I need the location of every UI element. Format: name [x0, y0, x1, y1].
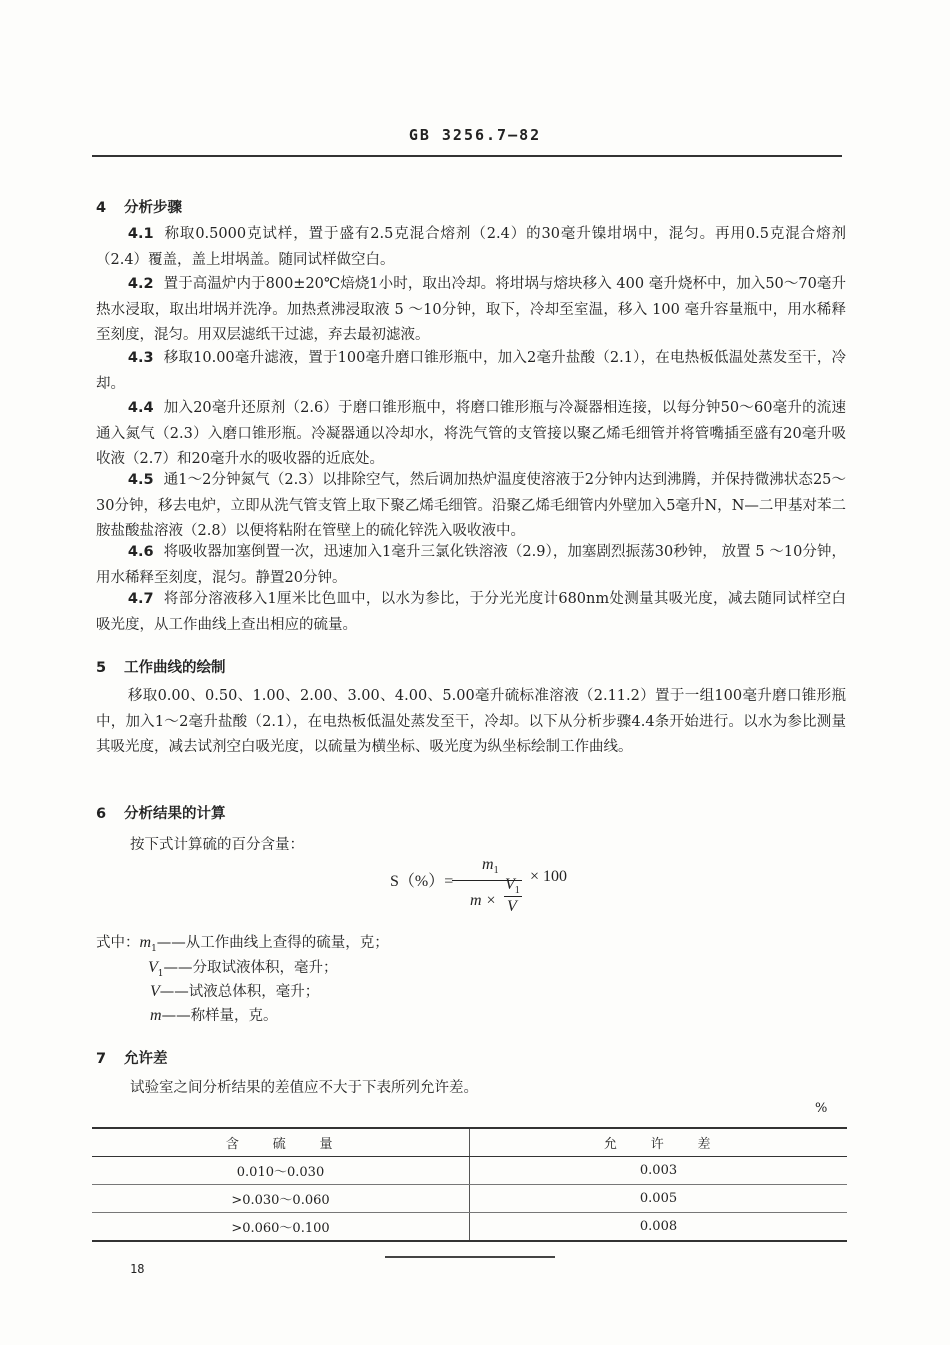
formula-denominator-v: V: [507, 898, 517, 915]
def-symbol-sub: 1: [151, 943, 157, 954]
allowance-cell: 0.008: [470, 1213, 848, 1242]
step-number: 4.1: [127, 226, 154, 242]
formula-inner-bar: [504, 896, 522, 897]
def-text: ——试液总体积，毫升；: [159, 984, 320, 1000]
step-4-2: [96, 272, 846, 349]
table-unit: %: [815, 1101, 828, 1116]
section-number: 4: [96, 200, 107, 216]
allowance-cell: 0.003: [470, 1157, 848, 1185]
def-text: ——分取试液体积，毫升；: [163, 960, 338, 976]
table-header-row: [92, 1128, 847, 1157]
formula-numerator: m: [482, 856, 494, 873]
step-text: 将部分溶液移入1厘米比色皿中，以水为参比，于分光光度计680nm处测量其吸光度，减去随同试样空白吸光度，从工作曲线上查出相应的硫量。: [96, 591, 846, 633]
step-text: 移取10.00毫升滤液，置于100毫升磨口锥形瓶中，加入2毫升盐酸（2.1），在电热板低温处蒸发至干，冷却。: [96, 350, 846, 392]
step-number: 4.7: [127, 591, 154, 607]
step-4-4: [96, 396, 846, 473]
section-6-title: [96, 802, 226, 823]
step-number: 4.3: [127, 350, 154, 366]
step-number: 4.5: [127, 472, 154, 488]
formula-numerator-sub: 1: [493, 865, 499, 877]
step-text: 置于高温炉内于800±20℃焙烧1小时，取出冷却。将坩埚与熔块移入 400 毫升烧杯中，加入50～70毫升热水浸取，取出坩埚并洗净。加热煮沸浸取液 5 ～10分钟，取下，冷却至室温，移入 100 毫升容量瓶中，用水稀释至刻度，混匀。用双层滤纸干过滤，弃去最初滤液。: [96, 276, 846, 343]
header-sulfur-content: 含 硫 量: [92, 1128, 470, 1157]
section-title-text: 工作曲线的绘制: [124, 660, 226, 676]
section-number: 6: [96, 806, 107, 822]
def-symbol-sub: 1: [157, 968, 164, 979]
definition-m1: [96, 931, 389, 954]
step-4-5: [96, 468, 846, 545]
step-text: 通1～2分钟氮气（2.3）以排除空气，然后调加热炉温度使溶液于2分钟内达到沸腾，并保持微沸状态25～30分钟，移去电炉，立即从洗气管支管上取下聚乙烯毛细管。沿聚乙烯毛细管内外壁加入5毫升N，N—二甲基对苯二胺盐酸盐溶液（2.8）以便将粘附在管壁上的硫化锌洗入吸收液中。: [96, 472, 846, 539]
step-4-3: [96, 346, 846, 397]
header-allowance: 允 许 差: [470, 1128, 848, 1157]
section-5-title: [96, 656, 226, 677]
def-text: ——从工作曲线上查得的硫量，克；: [156, 935, 389, 951]
def-text: ——称样量，克。: [161, 1008, 278, 1024]
table-row: [92, 1185, 847, 1213]
section-title-text: 分析步骤: [124, 200, 182, 216]
step-text: 将吸收器加塞倒置一次，迅速加入1毫升三氯化铁溶液（2.9），加塞剧烈振荡30秒钟， 放置 5 ～10分钟，用水稀释至刻度，混匀。静置20分钟。: [96, 544, 846, 586]
section-number: 5: [96, 660, 107, 676]
calc-intro: 按下式计算硫的百分含量：: [130, 837, 304, 853]
formula-denominator-v1-sub: 1: [514, 885, 520, 897]
step-number: 4.6: [127, 544, 154, 560]
allowance-table: [92, 1127, 847, 1242]
definition-v1: [148, 956, 338, 979]
section-number: 7: [96, 1051, 107, 1067]
def-symbol: m: [139, 934, 152, 951]
def-symbol: V: [150, 983, 160, 1000]
table-row: [92, 1157, 847, 1185]
formula-denominator-m: m ×: [470, 892, 497, 909]
formula-multiplier: × 100: [530, 868, 568, 885]
sulfur-formula: [390, 856, 590, 926]
standard-number-header: GB 3256.7—82: [408, 126, 542, 144]
page-number: 18: [130, 1262, 145, 1276]
definition-v: [150, 980, 319, 1001]
formula-denominator-v1: V: [505, 876, 515, 893]
allowance-intro: 试验室之间分析结果的差值应不大于下表所列允许差。: [130, 1080, 478, 1096]
def-symbol: m: [150, 1007, 162, 1024]
section-7-title: [96, 1047, 168, 1068]
sulfur-range-cell: >0.060～0.100: [92, 1213, 470, 1242]
def-prefix: 式中：: [96, 935, 140, 951]
step-number: 4.2: [127, 276, 154, 292]
step-4-6: [96, 540, 846, 591]
sulfur-range-cell: >0.030～0.060: [92, 1185, 470, 1213]
formula-lhs: S（%）=: [390, 873, 454, 890]
step-text: 加入20毫升还原剂（2.6）于磨口锥形瓶中，将磨口锥形瓶与冷凝器相连接，以每分钟50～60毫升的流速通入氮气（2.3）入磨口锥形瓶。冷凝器通以冷却水，将洗气管的支管接以聚乙烯毛细管并将管嘴插至盛有20毫升吸收液（2.7）和20毫升水的吸收器的近底处。: [96, 400, 846, 467]
step-4-1: [96, 222, 846, 273]
step-number: 4.4: [127, 400, 154, 416]
def-symbol: V: [148, 959, 158, 976]
step-text: 称取0.5000克试样，置于盛有2.5克混合熔剂（2.4）的30毫升镍坩埚中，混匀。再用0.5克混合熔剂（2.4）覆盖，盖上坩埚盖。随同试样做空白。: [96, 226, 846, 268]
section-title-text: 分析结果的计算: [124, 806, 226, 822]
sulfur-range-cell: 0.010～0.030: [92, 1157, 470, 1185]
header-rule: [92, 155, 842, 157]
working-curve-paragraph: 移取0.00、0.50、1.00、2.00、3.00、4.00、5.00毫升硫标准溶液（2.11.2）置于一组100毫升磨口锥形瓶中，加入1～2毫升盐酸（2.1），在电热板低温处蒸发至干，冷却。以下从分析步骤4.4条开始进行。以水为参比测量其吸光度，减去试剂空白吸光度，以硫量为横坐标、吸光度为纵坐标绘制工作曲线。: [96, 688, 846, 755]
definition-m: [150, 1004, 278, 1025]
section-4-title: [96, 196, 182, 217]
allowance-cell: 0.005: [470, 1185, 848, 1213]
section-title-text: 允许差: [124, 1051, 168, 1067]
table-row: [92, 1213, 847, 1242]
step-4-7: [96, 587, 846, 638]
footer-rule: [385, 1256, 555, 1258]
